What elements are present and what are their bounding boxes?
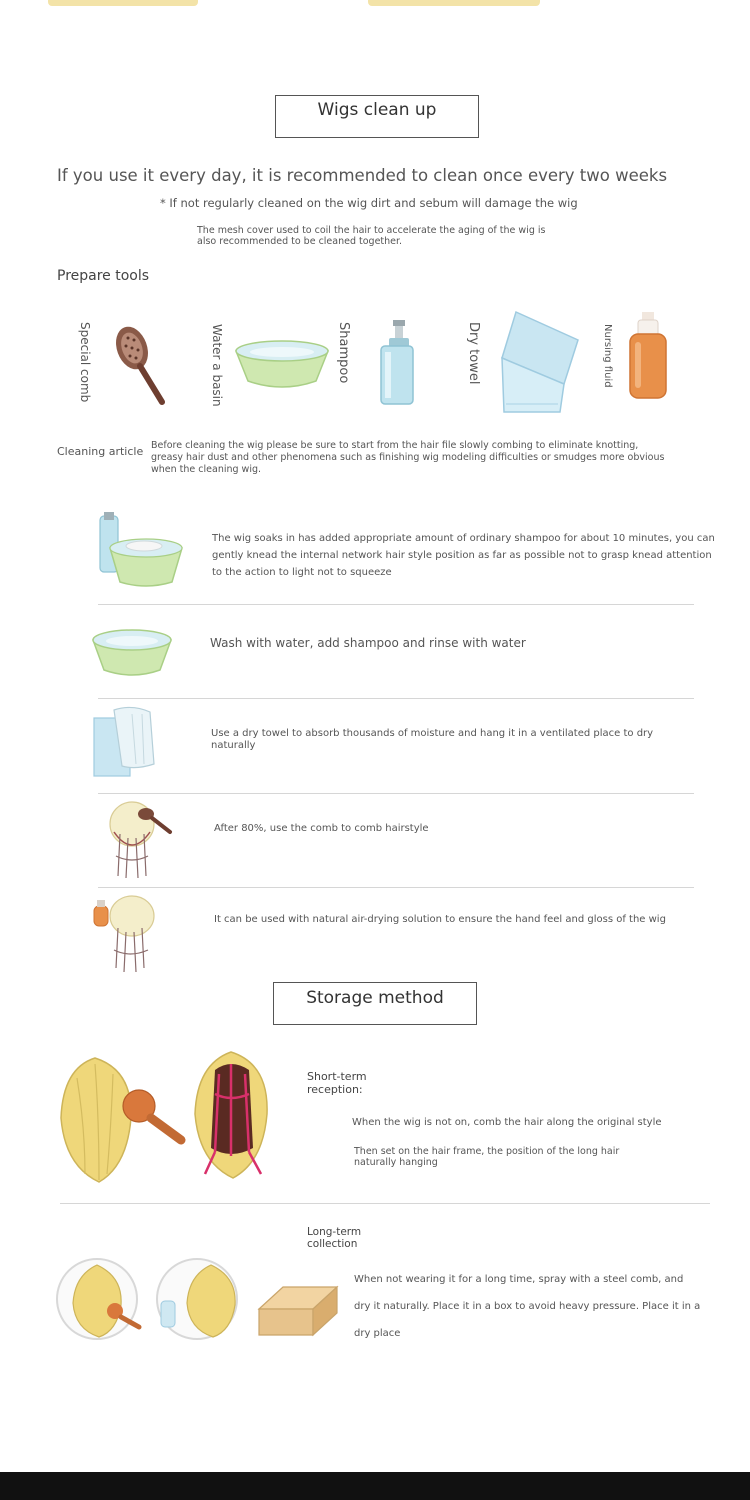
comb-wig-icon	[104, 798, 174, 880]
tool-label-towel: Dry towel	[466, 322, 481, 385]
top-image-fragment-right	[368, 0, 540, 6]
step-soak-line3: to the action to light not to squeeze	[212, 567, 392, 578]
step-rinse-text: Wash with water, add shampoo and rinse with water	[210, 636, 526, 650]
step-divider	[98, 887, 694, 888]
section-title-clean: Wigs clean up	[275, 95, 479, 138]
spray-wig-icon	[92, 892, 162, 974]
rinse-basin-icon	[90, 624, 174, 680]
short-term-heading-line1: Short-term	[307, 1070, 367, 1083]
step-towel-line1: Use a dry towel to absorb thousands of moisture and hang it in a ventilated place to dry	[211, 728, 654, 739]
long-term-storage-icon	[55, 1255, 345, 1345]
short-term-heading	[307, 1070, 367, 1096]
long-term-text	[354, 1266, 700, 1347]
cleaning-article-text	[151, 440, 664, 476]
footer-bar	[0, 1472, 750, 1500]
short-term-line2	[354, 1146, 619, 1168]
step-towel-line2: naturally	[211, 740, 256, 751]
section-title-storage: Storage method	[273, 982, 477, 1025]
short-term-line2a: Then set on the hair frame, the position of the long hair	[354, 1146, 620, 1157]
comb-icon	[110, 320, 170, 410]
prepare-tools-heading: Prepare tools	[57, 268, 150, 284]
step-comb-text: After 80%, use the comb to comb hairstyle	[214, 823, 429, 834]
clean-warning-note: * If not regularly cleaned on the wig dirt and sebum will damage the wig	[160, 196, 578, 210]
step-divider	[98, 698, 694, 699]
step-soak-line1: The wig soaks in has added appropriate amount of ordinary shampoo for about 10 minutes, you can	[212, 533, 715, 544]
storage-divider	[60, 1203, 710, 1204]
step-spray-text: It can be used with natural air-drying solution to ensure the hand feel and gloss of the wig	[214, 914, 666, 925]
towel-icon	[494, 308, 584, 418]
tool-label-comb: Special comb	[78, 322, 92, 403]
mesh-cover-note	[197, 225, 545, 247]
cleaning-article-label: Cleaning article	[57, 445, 144, 458]
spray-bottle-icon	[626, 310, 670, 402]
mesh-cover-note-line1: The mesh cover used to coil the hair to accelerate the aging of the wig is	[197, 225, 546, 236]
long-term-heading-line1: Long-term	[307, 1226, 362, 1238]
mesh-cover-note-line2: also recommended to be cleaned together.	[197, 236, 403, 247]
cleaning-article-line2: greasy hair dust and other phenomena such as finishing wig modeling difficulties or smudges more obvious	[151, 452, 665, 463]
short-term-heading-line2: reception:	[307, 1083, 363, 1096]
top-image-fragment-left	[48, 0, 198, 6]
long-term-heading-line2: collection	[307, 1238, 358, 1250]
short-term-line2b: naturally hanging	[354, 1157, 438, 1168]
step-soak-line2: gently knead the internal network hair style position as far as possible not to grasp knead attention	[212, 550, 712, 561]
tool-label-nursing-fluid: Nursing fluid	[602, 324, 613, 388]
tool-label-basin: Water a basin	[210, 324, 224, 407]
clean-frequency-headline: If you use it every day, it is recommended to clean once every two weeks	[57, 166, 668, 185]
soaking-basin-icon	[96, 510, 186, 590]
towel-dry-icon	[92, 704, 172, 778]
short-term-wig-comb-icon	[55, 1048, 295, 1188]
long-term-line2: dry it naturally. Place it in a box to avoid heavy pressure. Place it in a	[354, 1301, 701, 1312]
step-divider	[98, 793, 694, 794]
shampoo-bottle-icon	[375, 318, 419, 408]
step-soak-text	[212, 530, 715, 581]
step-towel-text	[211, 728, 653, 752]
cleaning-article-line3: when the cleaning wig.	[151, 464, 262, 475]
long-term-heading	[307, 1226, 361, 1250]
cleaning-article-line1: Before cleaning the wig please be sure to start from the hair file slowly combing to eliminate knotting,	[151, 440, 639, 451]
tool-label-shampoo: Shampoo	[336, 322, 351, 384]
basin-icon	[232, 333, 332, 393]
long-term-line3: dry place	[354, 1328, 401, 1339]
short-term-line1: When the wig is not on, comb the hair along the original style	[352, 1117, 662, 1128]
long-term-line1: When not wearing it for a long time, spray with a steel comb, and	[354, 1274, 684, 1285]
step-divider	[98, 604, 694, 605]
